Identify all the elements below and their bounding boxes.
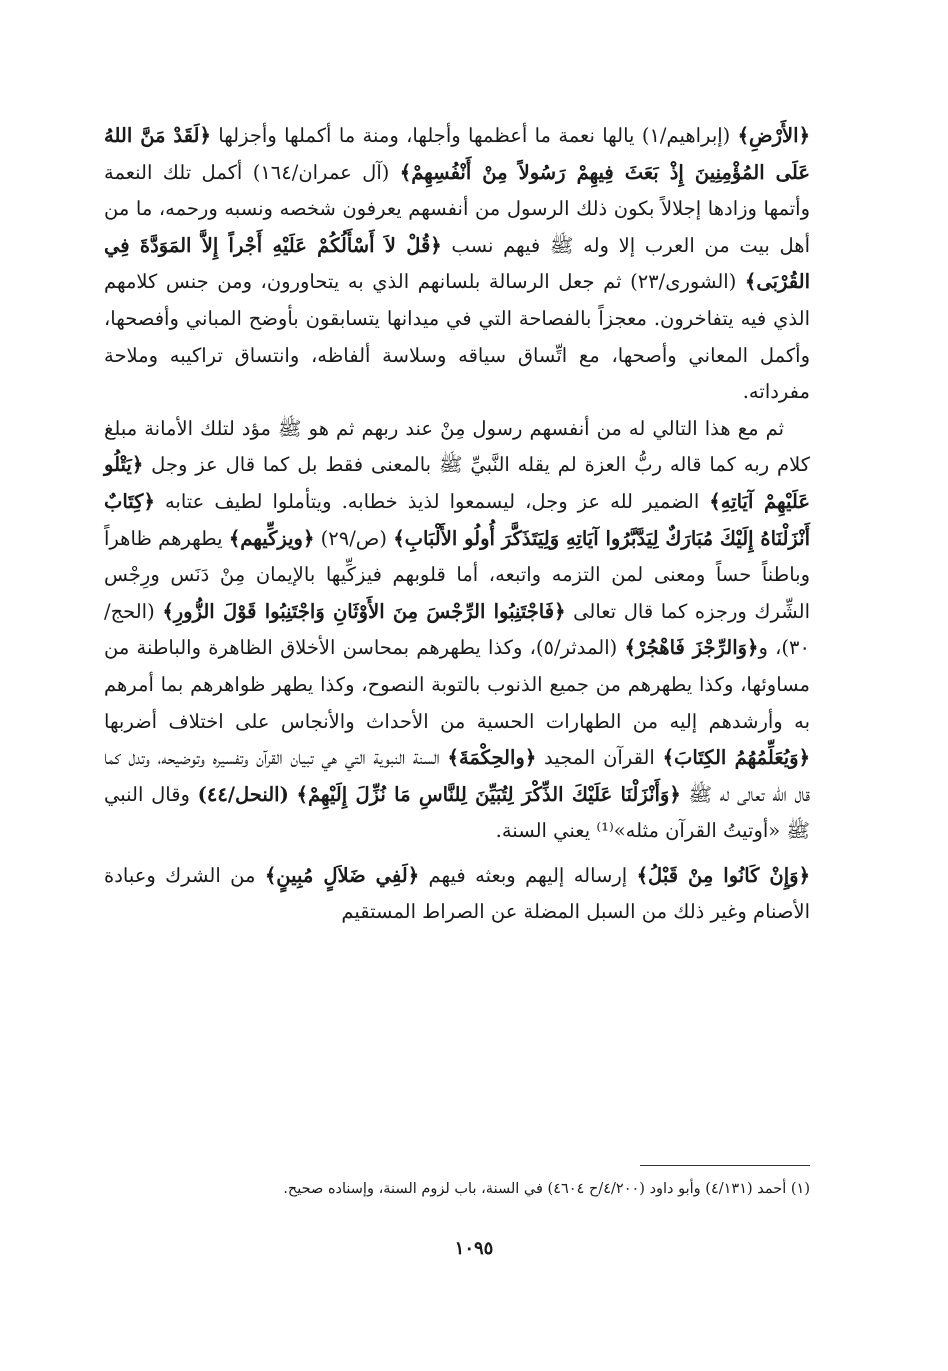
text-run — [289, 783, 297, 806]
text-run: إرساله إليهم وبعثه فيهم — [419, 863, 637, 887]
quran-quote: (النحل/٤٤) — [197, 782, 289, 806]
text-run: (الشورى/٢٣) ثم جعل الرسالة بلسانهم الذي به يتحاورون، ومن جنس كلامهم الذي فيه يتفاخرون. معجزاً بالفصاحة التي في ميدانها يتسابقون بأوضح المباني وأفصحها، وأكمل المعاني وأصحها، مع اتِّساق سياقه وسلاسة ألفاظه، وانتساق تراكيبه وملاحة مفرداته. — [104, 270, 810, 404]
quran-quote: ﴿لَقَدْ مَنَّ اللهُ عَلَى المُؤْمِنِينَ إِذْ بَعَثَ فِيهِمْ رَسُولاً مِنْ أَنْفُسِهِمْ﴾ — [104, 124, 810, 184]
text-run: (الحج/٣٠)، و — [104, 599, 810, 660]
text-run: الضمير لله عز وجل، ليسمعوا لذيذ خطابه. ويتأملوا لطيف عتابه — [154, 489, 710, 513]
quran-quote: ﴿ويزكِّيهم﴾ — [228, 526, 315, 550]
quran-quote: ﴿والحِكْمَةَ﴾ — [447, 746, 537, 770]
quran-quote: ﴿يَتْلُو عَلَيْهِمْ آيَاتِهِ﴾ — [104, 453, 810, 513]
quran-quote: ﴿الأَرْضِ﴾ — [737, 124, 811, 147]
footnote-divider — [640, 1165, 810, 1166]
quran-quote: ﴿وَإِنْ كَانُوا مِنْ قَبْلُ﴾ — [636, 863, 810, 887]
text-run: (إبراهيم/١) يالها نعمة ما أعظمها وأجلها، ومنة ما أكملها وأجزلها — [210, 124, 738, 147]
paragraph — [104, 118, 810, 411]
text-run: ثم مع هذا التالي له من أنفسهم رسول مِنْ عند ربهم ثم هو ﷺ مؤد لتلك الأمانة مبلغ كلام ربه كما قاله ربُّ العزة لم يقله النَّبيِّ ﷺ بالمعنى فقط بل كما قال عز وجل — [104, 416, 810, 477]
quran-quote: ﴿وَأَنْزَلْنَا عَلَيْكَ الذِّكْرَ لِتُبَيِّنَ لِلنَّاسِ مَا نُزِّلَ إِلَيْهِمْ﴾ — [296, 782, 681, 806]
quran-quote: ﴿وَالرِّجْزَ فَاهْجُرْ﴾ — [624, 636, 759, 660]
text-run: السنة النبوية التي هي تبيان القرآن وتفسيره وتوضيحه، وتدل كما قال الله تعالى له ﷺ — [104, 746, 811, 806]
quran-quote: ﴿فَاجْتَنِبُوا الرِّجْسَ مِنَ الأَوْثَانِ وَاجْتَنِبُوا قَوْلَ الزُّورِ﴾ — [162, 599, 566, 623]
text-run: يطهرهم ظاهراً وباطناً حساً ومعنى لمن التزمه واتبعه، أما قلوبهم فيزكِّيها بالإيمان مِنْ دَنَس ورِجْس الشِّرك ورجزه كما قال تعالى — [104, 526, 810, 623]
text-run: من الشرك وعبادة الأصنام وغير ذلك من السبل المضلة عن الصراط المستقيم — [104, 863, 810, 924]
quran-quote: ﴿لَفِي ضَلاَلٍ مُبِينٍ﴾ — [264, 863, 420, 887]
main-text — [104, 118, 810, 931]
text-run: (ص/٢٩) — [314, 526, 394, 550]
page-number: ١٠٩٥ — [454, 1238, 494, 1259]
footnote: (١) أحمد (٤/١٣١) وأبو داود (٤/٢٠٠/ح ٤٦٠٤) في السنة، باب لزوم السنة، وإسناده صحيح. — [283, 1181, 810, 1197]
text-run: (المدثر/٥)، وكذا يطهرهم بمحاسن الأخلاق الظاهرة والباطنة من مساوئها، وكذا يطهرهم من جميع الذنوب بالتوبة النصوح، وكذا يطهر ظواهرهم بما أمرهم به وأرشدهم إليه من الطهارات الحسية من الأحداث والأنجاس على اختلاف أضربها — [104, 636, 810, 733]
text-run: القرآن المجيد — [536, 746, 663, 770]
text-run: (آل عمران/١٦٤) أكمل تلك النعمة وأتمها وزادها إجلالاً بكون ذلك الرسول من أنفسهم يعرفون شخصه ونسبه ورحمه، ما من أهل بيت من العرب إلا وله ﷺ فيهم نسب — [104, 160, 811, 257]
quran-quote: ﴿وَيُعَلِّمُهُمُ الكِتَابَ﴾ — [662, 746, 811, 770]
quran-quote: ﴿قُلْ لاَ أَسْأَلُكُمْ عَلَيْهِ أَجْراً إِلاَّ المَوَدَّةَ فِي القُرْبَى﴾ — [104, 233, 810, 294]
paragraph — [104, 411, 810, 850]
quran-quote: ﴿كِتَابٌ أَنْزَلْنَاهُ إِلَيْكَ مُبَارَكٌ لِيَدَّبَّرُوا آيَاتِهِ وَلِيَتَذَكَّرَ أُولُو الأَلْبَابِ﴾ — [104, 489, 810, 550]
paragraph — [104, 858, 810, 931]
text-run: وقال النبي ﷺ «أوتيتُ القرآن مثله»⁽¹⁾ يعني السنة. — [104, 782, 810, 843]
